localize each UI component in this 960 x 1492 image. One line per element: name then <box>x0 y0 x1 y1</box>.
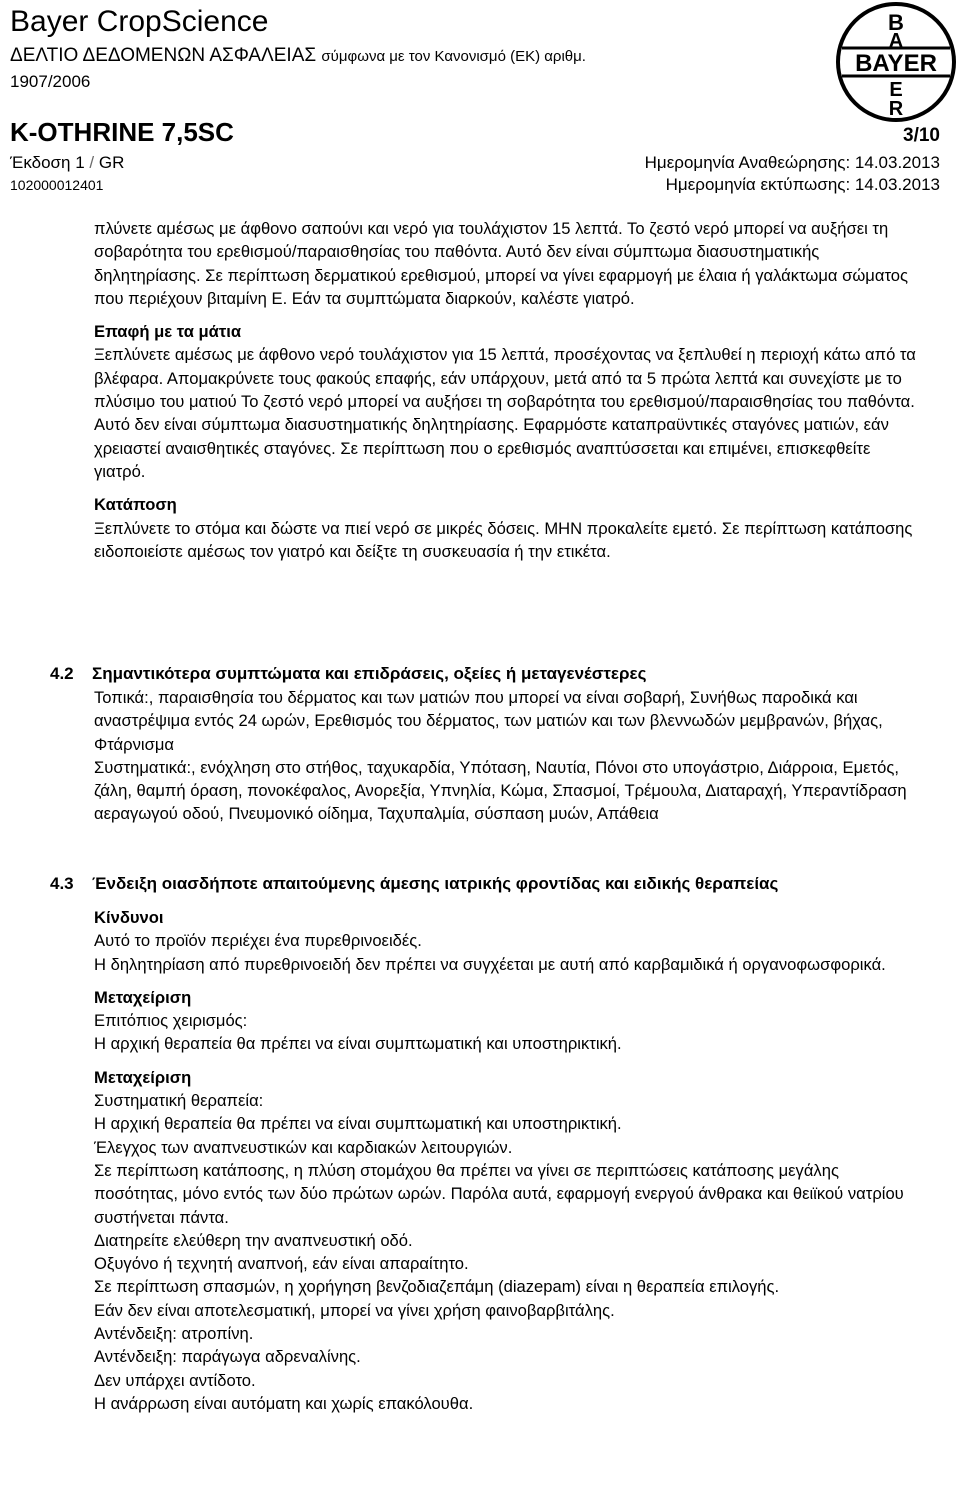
eye-contact-text: Ξεπλύνετε αμέσως με άφθονο νερό τουλάχιστον για 15 λεπτά, προσέχοντας να ξεπλυθεί η περιοχή κάτω από τα βλέφαρα. Απομακρύνετε τους φακούς επαφής, εάν υπάρχουν, μετά από τα 5 πρώτα λεπτά και συνεχίστε με το πλύσιμο του ματιού Το ζεστό νερό μπορεί να αυξήσει τη σοβαρότητα του ερεθισμού/παραισθησίας του παθόντα. Αυτό δεν είναι σύμπτωμα διασυστηματικής δηλητηρίασης. Εφαρμόστε καταπραϋντικές σταγόνες ματιών, εάν χρειαστεί αναισθητικές σταγόνες. Σε περίπτωση που ο ερεθισμός αναπτύσσεται και επιμένει, επισκεφθείτε γιατρό. <box>94 345 916 481</box>
handling-heading: Μεταχείριση <box>94 987 192 1007</box>
hazards-heading: Κίνδυνοι <box>94 908 164 927</box>
treatment-line: Αντένδειξη: παράγωγα αδρεναλίνης. <box>94 1347 361 1367</box>
document-title <box>10 44 586 69</box>
logo-letter-e: E <box>889 79 903 101</box>
treatment-line: Διατηρείτε ελεύθερη την αναπνευστική οδό. <box>94 1230 413 1250</box>
section-4-2-title: Σημαντικότερα συμπτώματα και επιδράσεις, οξείες ή μεταγενέστερες <box>92 664 647 683</box>
treatment-line: Δεν υπάρχει αντίδοτο. <box>94 1370 256 1390</box>
treatment-line: Αντένδειξη: ατροπίνη. <box>94 1324 254 1344</box>
treatment-line: Η ανάρρωση είναι αυτόματη και χωρίς επακόλουθα. <box>94 1393 474 1413</box>
edition <box>10 152 124 174</box>
treatment-line: Συστηματική θεραπεία: <box>94 1091 264 1111</box>
document-code: 102000012401 <box>10 177 104 193</box>
section-4-3-number: 4.3 <box>50 874 74 893</box>
systemic-symptoms: Συστηματικά:, ενόχληση στο στήθος, ταχυκαρδία, Υπόταση, Ναυτία, Πόνοι στο υπογάστριο, Διάρροια, Εμετός, ζάλη, θαμπή όραση, πονοκέφαλος, Ανορεξία, Υπνηλία, Κώμα, Σπασμοί, Τρέμουλα, Διαταραχή, Υπεραντίδραση αεραγωγού οδού, Πνευμονικό οίδημα, Ταχυπαλμία, σύσπαση μυών, Απάθεια <box>94 757 907 824</box>
revision-date: Ημερομηνία Αναθεώρησης: 14.03.2013 <box>644 153 940 172</box>
first-aid-measures <box>94 217 924 563</box>
section-4-3-heading <box>50 872 778 895</box>
section-4-3-body <box>94 906 924 1415</box>
local-symptoms: Τοπικά:, παραισθησία του δέρματος και των ματιών που μπορεί να είναι σοβαρή, Συνήθως παροδικά και αναστρέψιμα εντός 24 ωρών, Ερεθισμός του δέρματος, των ματιών και των βλεννωδών μεμβρανών, βήχας, Φτάρνισμα <box>94 688 883 754</box>
skin-contact-text: πλύνετε αμέσως με άφθονο σαπούνι και νερό για τουλάχιστον 15 λεπτά. Το ζεστό νερό μπορεί να αυξήσει τη σοβαρότητα του ερεθισμού/παραισθησίας του παθόντα. Αυτό δεν είναι σύμπτωμα διασυστηματικής δηλητηρίασης. Σε περίπτωση δερματικού ερεθισμού, μπορεί να γίνει εφαρμογή με έλαια ή γαλάκτωμα σώματος που περιέχουν βιταμίνη Ε. Εάν τα συμπτώματα διαρκούν, καλέστε γιατρό. <box>94 219 909 308</box>
treatment-line: Έλεγχος των αναπνευστικών και καρδιακών λειτουργιών. <box>94 1137 513 1157</box>
handling-line: Η αρχική θεραπεία θα πρέπει να είναι συμπτωματική και υποστηρικτική. <box>94 1034 622 1054</box>
treatment-line: Εάν δεν είναι αποτελεσματική, μπορεί να γίνει χρήση φαινοβαρβιτάλης. <box>94 1300 615 1320</box>
bayer-logo <box>834 0 958 124</box>
edition-label: Έκδοση 1 <box>10 153 85 172</box>
logo-letter-a: A <box>888 30 904 52</box>
treatment-line: Η αρχική θεραπεία θα πρέπει να είναι συμπτωματική και υποστηρικτική. <box>94 1114 622 1134</box>
handling-line: Επιτόπιος χειρισμός: <box>94 1011 248 1031</box>
eye-contact-heading: Επαφή με τα μάτια <box>94 322 242 342</box>
logo-wordmark: BAYER <box>855 50 937 77</box>
handling-heading: Μεταχείριση <box>94 1067 192 1087</box>
section-4-2-number: 4.2 <box>50 664 74 683</box>
ingestion-text: Ξεπλύνετε το στόμα και δώστε να πιεί νερό σε μικρές δόσεις. ΜΗΝ προκαλείτε εμετό. Σε περίπτωση κατάποσης ειδοποιείστε αμέσως τον γιατρό και δείξτε τη συσκευασία ή την ετικέτα. <box>94 518 913 561</box>
edition-language: GR <box>98 153 125 172</box>
page-number: 3/10 <box>903 125 940 146</box>
section-4-2-heading <box>50 662 646 685</box>
treatment-line: Σε περίπτωση σπασμών, η χορήγηση βενζοδιαζεπάμη (diazepam) είναι η θεραπεία επιλογής. <box>94 1277 780 1297</box>
logo-letter-b: B <box>888 10 904 35</box>
treatment-line: Οξυγόνο ή τεχνητή αναπνοή, εάν είναι απαραίτητο. <box>94 1254 469 1274</box>
section-4-3-title: Ένδειξη οιασδήποτε απαιτούμενης άμεσης ιατρικής φροντίδας και ειδικής θεραπείας <box>92 874 779 893</box>
ingestion-heading: Κατάποση <box>94 495 177 515</box>
section-4-2-body <box>94 686 924 826</box>
document-title-suffix: σύμφωνα με τον Κανονισμό (ΕΚ) αριθμ. <box>321 48 586 65</box>
hazards-line: Αυτό το προϊόν περιέχει ένα πυρεθρινοειδές. <box>94 931 422 951</box>
logo-letter-r: R <box>888 98 904 120</box>
treatment-line: Σε περίπτωση κατάποσης, η πλύση στομάχου θα πρέπει να γίνει σε περιπτώσεις κατάποσης μεγάλης ποσότητας, μόνο εντός των δύο πρώτων ωρών. Παρόλα αυτά, εφαρμογή ενεργού άνθρακα και θειϊκού νατρίου συστήνεται πάντα. <box>94 1160 904 1227</box>
edition-separator: / <box>84 153 99 172</box>
document-title-main: ΔΕΛΤΙΟ ΔΕΔΟΜΕΝΩΝ ΑΣΦΑΛΕΙΑΣ <box>10 45 317 66</box>
company-name: Bayer CropScience <box>10 5 269 38</box>
product-name: K-OTHRINE 7,5SC <box>10 117 234 147</box>
print-date: Ημερομηνία εκτύπωσης: 14.03.2013 <box>665 175 940 194</box>
hazards-line: Η δηλητηρίαση από πυρεθρινοειδή δεν πρέπει να συγχέεται με αυτή από καρβαμιδικά ή οργανοφωσφορικά. <box>94 954 886 974</box>
regulation-number: 1907/2006 <box>10 72 91 91</box>
